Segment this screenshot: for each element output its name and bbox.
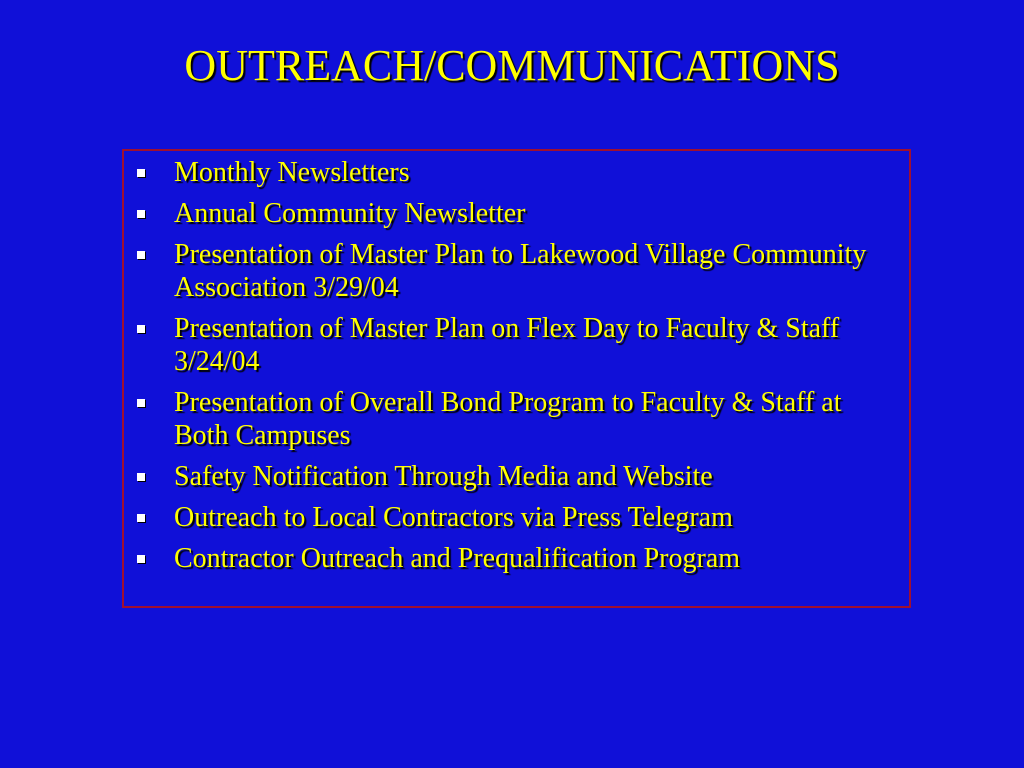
bullet-item [124,238,909,304]
bullet-item [124,542,909,575]
bullet-text: Safety Notification Through Media and Website [174,461,713,492]
square-bullet-icon [137,473,145,481]
square-bullet-icon [137,251,145,259]
square-bullet-icon [137,514,145,522]
bullet-list [124,156,909,583]
square-bullet-icon [137,555,145,563]
square-bullet-icon [137,325,145,333]
bullet-text: Presentation of Master Plan to Lakewood Village Community Association 3/29/04 [174,239,867,303]
bullet-item [124,312,909,378]
bullet-text: Annual Community Newsletter [174,198,526,229]
content-box [122,149,911,608]
bullet-text: Monthly Newsletters [174,157,410,188]
square-bullet-icon [137,210,145,218]
bullet-item [124,460,909,493]
bullet-item [124,156,909,189]
bullet-text: Presentation of Master Plan on Flex Day to Faculty & Staff 3/24/04 [174,313,840,377]
bullet-text: Outreach to Local Contractors via Press Telegram [174,502,733,533]
slide-title: OUTREACH/COMMUNICATIONS [184,41,840,90]
bullet-item [124,386,909,452]
square-bullet-icon [137,169,145,177]
bullet-text: Presentation of Overall Bond Program to Faculty & Staff at Both Campuses [174,387,842,451]
bullet-item [124,197,909,230]
bullet-text: Contractor Outreach and Prequalification Program [174,543,741,574]
bullet-item [124,501,909,534]
square-bullet-icon [137,399,145,407]
